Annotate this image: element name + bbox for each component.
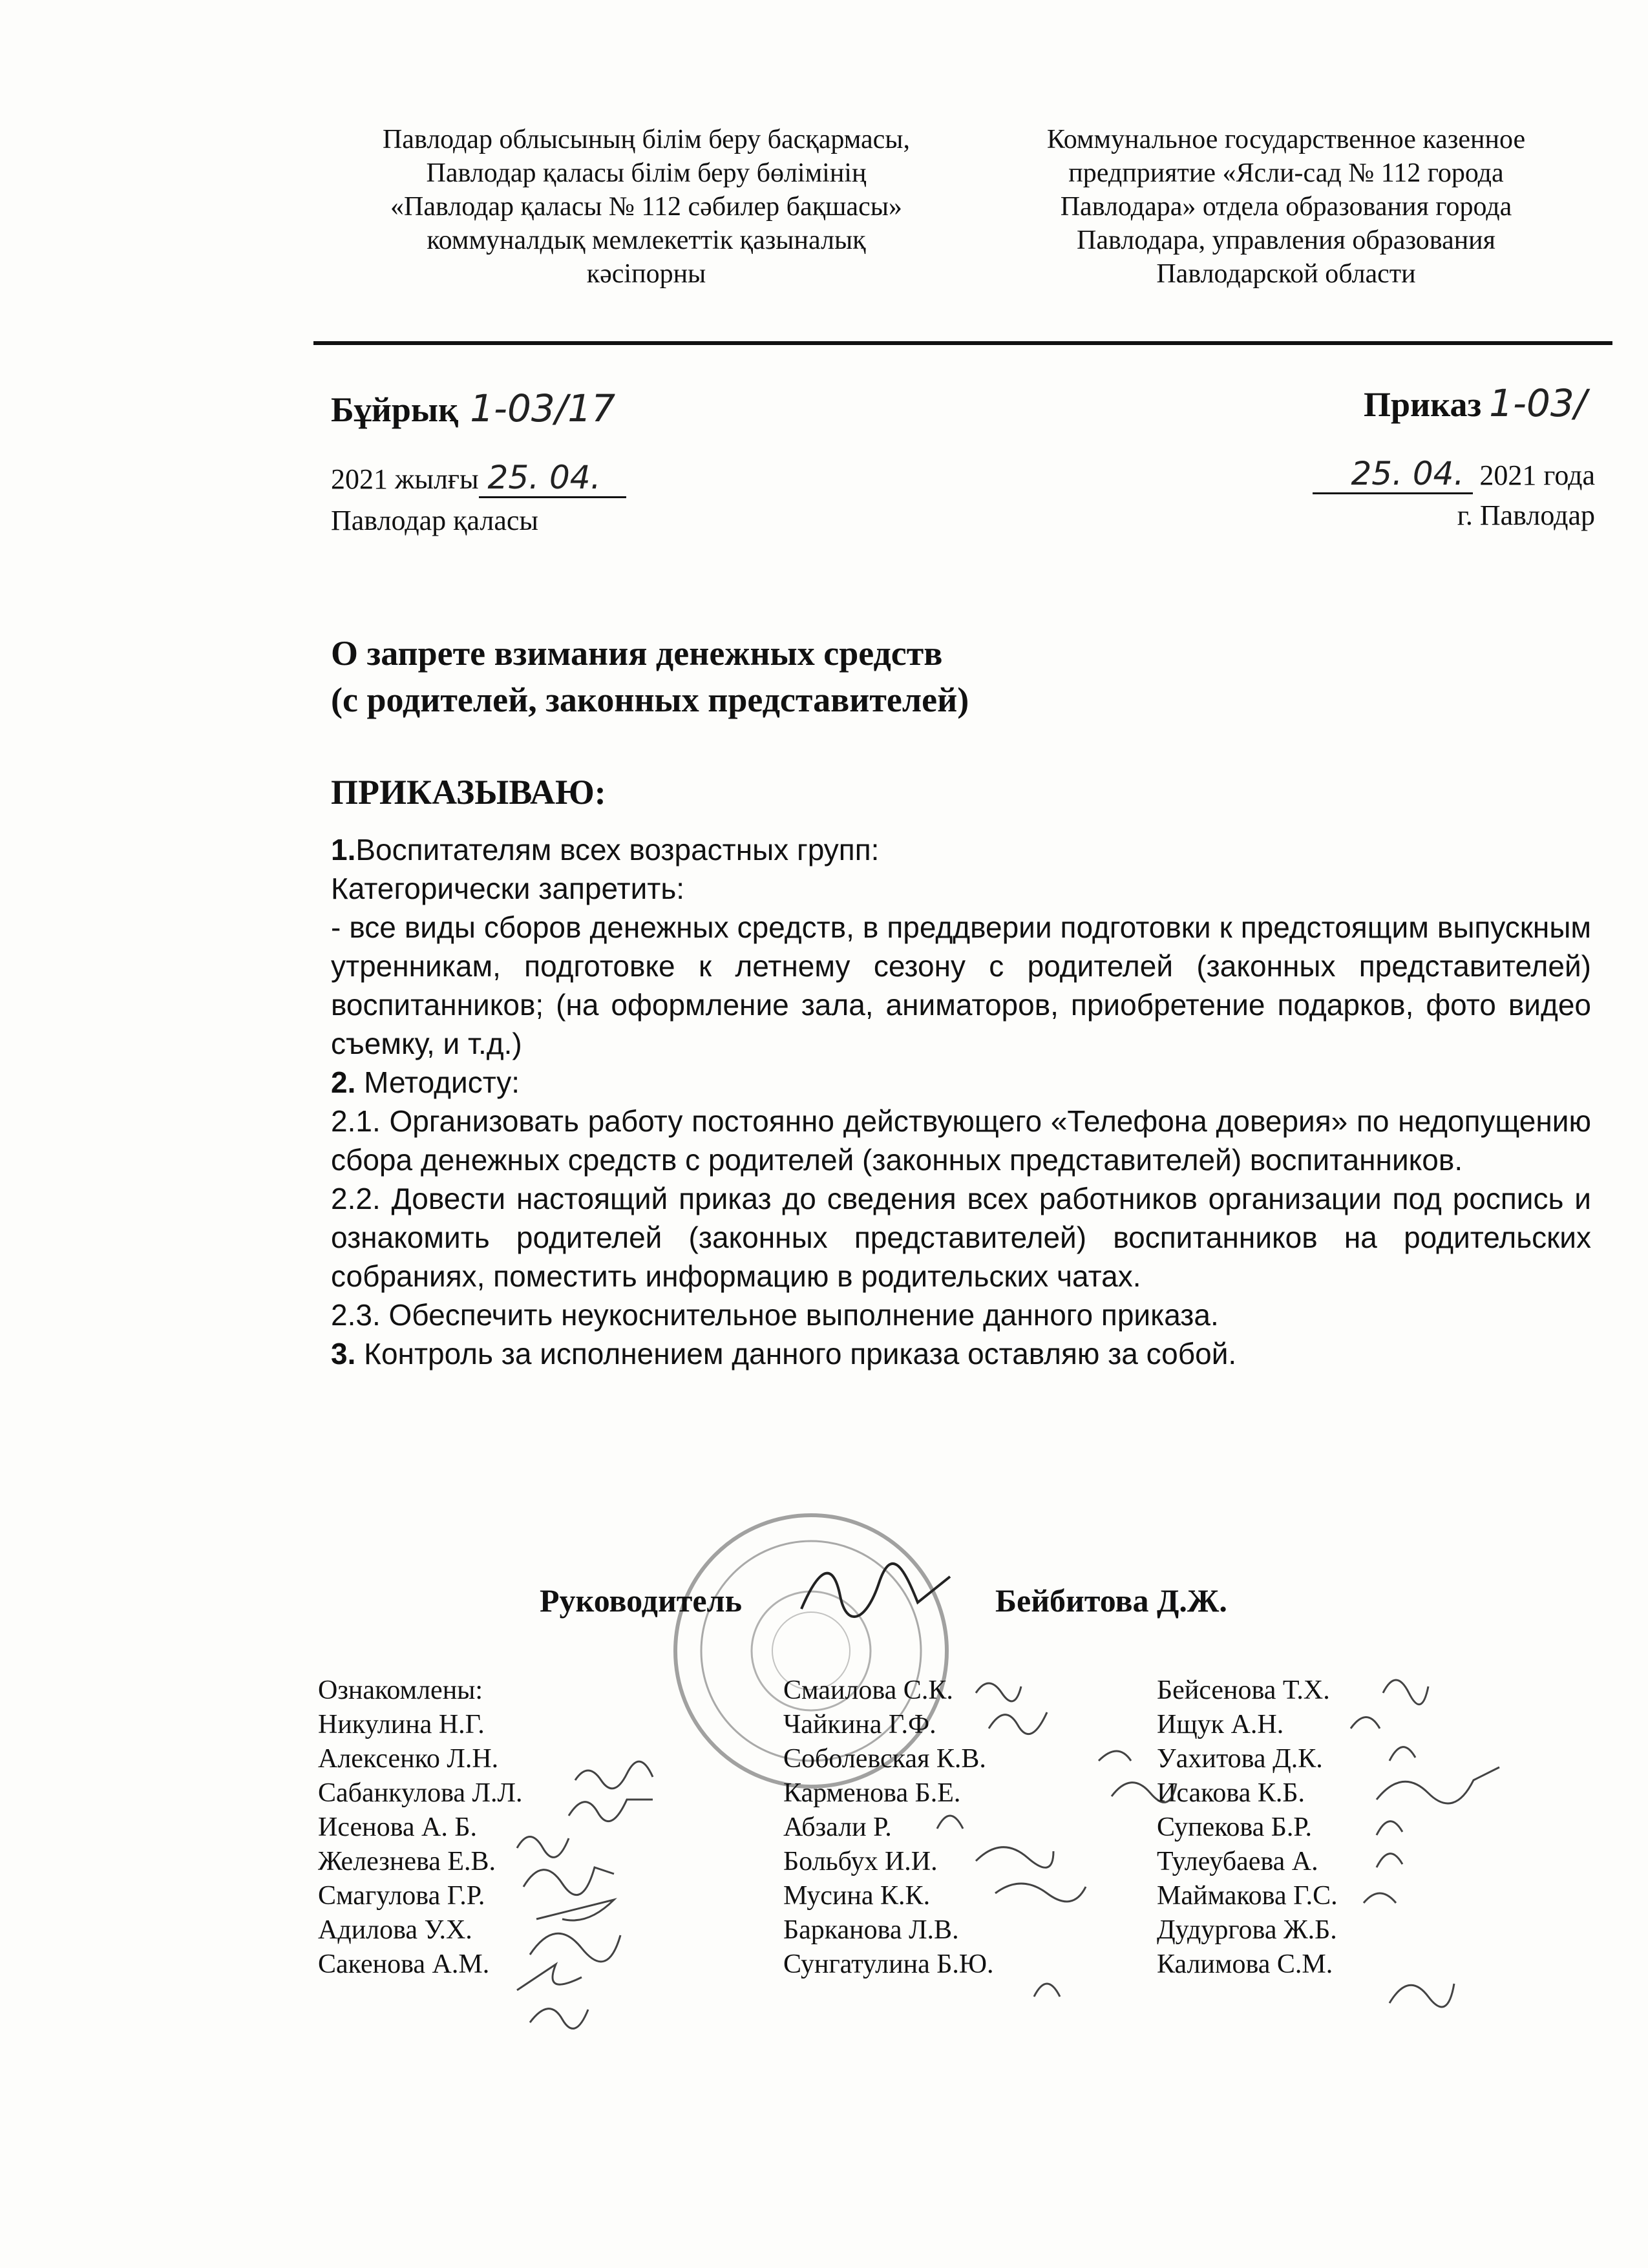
acquainted-name: Барканова Л.В. <box>783 1915 959 1945</box>
header-kz-line: «Павлодар қаласы № 112 сәбилер бақшасы» <box>390 192 902 222</box>
acquainted-name: Железнева Е.В. <box>318 1847 496 1876</box>
acquainted-name: Соболевская К.В. <box>783 1744 986 1774</box>
acquainted-column-1 <box>318 1674 522 1982</box>
item-2-2: 2.2. Довести настоящий приказ до сведения всех работников организации под роспись и ознакомить родителей (законных представителей) воспитанников на родительских собраниях, поместить информацию в родительских чатах. <box>331 1182 1591 1293</box>
item-1 <box>331 830 1591 869</box>
item-2-1: 2.1. Организовать работу постоянно действующего «Телефона доверия» по недопущению сбора денежных средств с родителей (законных представителей) воспитанников. <box>331 1104 1591 1177</box>
acquainted-name: Тулеубаева А. <box>1157 1847 1318 1876</box>
header-ru-line: предприятие «Ясли-сад № 112 города <box>1068 158 1504 188</box>
item-number: 1. <box>331 833 356 866</box>
acquainted-name: Адилова У.Х. <box>318 1915 472 1945</box>
order-number-ru <box>1364 381 1587 425</box>
order-title <box>331 630 969 723</box>
date-handwritten-ru: 25. 04. <box>1313 455 1473 494</box>
title-line: (с родителей, законных представителей) <box>331 680 969 719</box>
item-2 <box>331 1063 1591 1102</box>
order-label-kz: Бұйрық <box>331 390 459 429</box>
acquainted-column-2 <box>783 1674 994 1982</box>
item-number: 2. <box>331 1066 356 1099</box>
item-2-3: 2.3. Обеспечить неукоснительное выполнение данного приказа. <box>331 1298 1219 1332</box>
order-body <box>331 830 1591 1373</box>
date-handwritten-kz: 25. 04. <box>479 459 626 498</box>
acquainted-name: Чайкина Г.Ф. <box>783 1710 936 1739</box>
header-ru-line: Павлодара, управления образования <box>1077 226 1495 255</box>
city-kz: Павлодар қаласы <box>331 505 538 536</box>
acquainted-column-3 <box>1157 1674 1338 1982</box>
acquainted-name: Смаилова С.К. <box>783 1675 953 1705</box>
header-russian <box>995 123 1577 291</box>
acquainted-name: Смагулова Г.Р. <box>318 1881 485 1911</box>
date-prefix-kz: 2021 жылғы <box>331 463 479 495</box>
signatory-name: Бейбитова Д.Ж. <box>995 1582 1227 1619</box>
header-kz-line: Павлодар қаласы білім беру бөлімінің <box>426 158 867 188</box>
header-divider <box>313 341 1612 345</box>
acquainted-label: Ознакомлены: <box>318 1675 483 1705</box>
director-signature <box>795 1557 956 1628</box>
order-date-ru <box>1313 455 1595 494</box>
acquainted-name: Сабанкулова Л.Л. <box>318 1778 523 1808</box>
header-kz-line: коммуналдық мемлекеттік қазыналық <box>427 226 866 255</box>
title-line: О запрете взимания денежных средств <box>331 634 943 673</box>
acquainted-name: Сакенова А.М. <box>318 1949 490 1979</box>
acquainted-name: Уахитова Д.К. <box>1157 1744 1323 1774</box>
order-number-handwritten-ru: 1-03/ <box>1489 381 1587 425</box>
acquainted-name: Никулина Н.Г. <box>318 1710 485 1739</box>
header-kazakh <box>304 123 989 291</box>
acquainted-name: Исенова А. Б. <box>318 1812 477 1842</box>
item-text: Методисту: <box>355 1066 520 1099</box>
acquainted-name: Алексенко Л.Н. <box>318 1744 499 1774</box>
header-kz-line: Павлодар облысының білім беру басқармасы, <box>382 125 911 154</box>
city-ru: г. Павлодар <box>1457 499 1595 531</box>
acquainted-name: Супекова Б.Р. <box>1157 1812 1313 1842</box>
date-suffix-ru: 2021 года <box>1479 459 1595 491</box>
item-text: Воспитателям всех возрастных групп: <box>355 833 880 866</box>
item-text: Контроль за исполнением данного приказа оставляю за собой. <box>355 1337 1237 1370</box>
header-ru-line: Коммунальное государственное казенное <box>1046 125 1526 154</box>
acquainted-name: Маймакова Г.С. <box>1157 1881 1338 1911</box>
item-1-sub: Категорически запретить: <box>331 872 685 905</box>
acquainted-name: Исакова К.Б. <box>1157 1778 1305 1808</box>
acquainted-name: Мусина К.К. <box>783 1881 931 1911</box>
order-number-handwritten-kz: 1-03/17 <box>470 386 616 430</box>
item-number: 3. <box>331 1337 356 1370</box>
acquainted-name: Карменова Б.Е. <box>783 1778 961 1808</box>
decree-heading: ПРИКАЗЫВАЮ: <box>331 773 606 812</box>
item-1-body: - все виды сборов денежных средств, в преддверии подготовки к предстоящим выпускным утренникам, подготовке к летнему сезону с родителей (законных представителей) воспитанников; (на оформление зала, аниматоров, приобретение подарков, фото видео съемку, и т.д.) <box>331 910 1591 1060</box>
acquainted-name: Дудургова Ж.Б. <box>1157 1915 1337 1945</box>
order-number-kz <box>331 386 615 430</box>
order-date-kz <box>331 459 626 498</box>
item-3 <box>331 1334 1591 1373</box>
header-ru-line: Павлодара» отдела образования города <box>1060 192 1512 222</box>
acquainted-name: Ищук А.Н. <box>1157 1710 1284 1739</box>
header-ru-line: Павлодарской области <box>1156 259 1416 289</box>
acquainted-name: Калимова С.М. <box>1157 1949 1333 1979</box>
acquainted-name: Абзали Р. <box>783 1812 892 1842</box>
acquainted-name: Больбух И.И. <box>783 1847 938 1876</box>
acquainted-name: Бейсенова Т.Х. <box>1157 1675 1330 1705</box>
header-kz-line: кәсіпорны <box>586 259 706 289</box>
acquainted-name: Сунгатулина Б.Ю. <box>783 1949 994 1979</box>
order-label-ru: Приказ <box>1364 385 1482 424</box>
signatory-role: Руководитель <box>540 1582 743 1619</box>
